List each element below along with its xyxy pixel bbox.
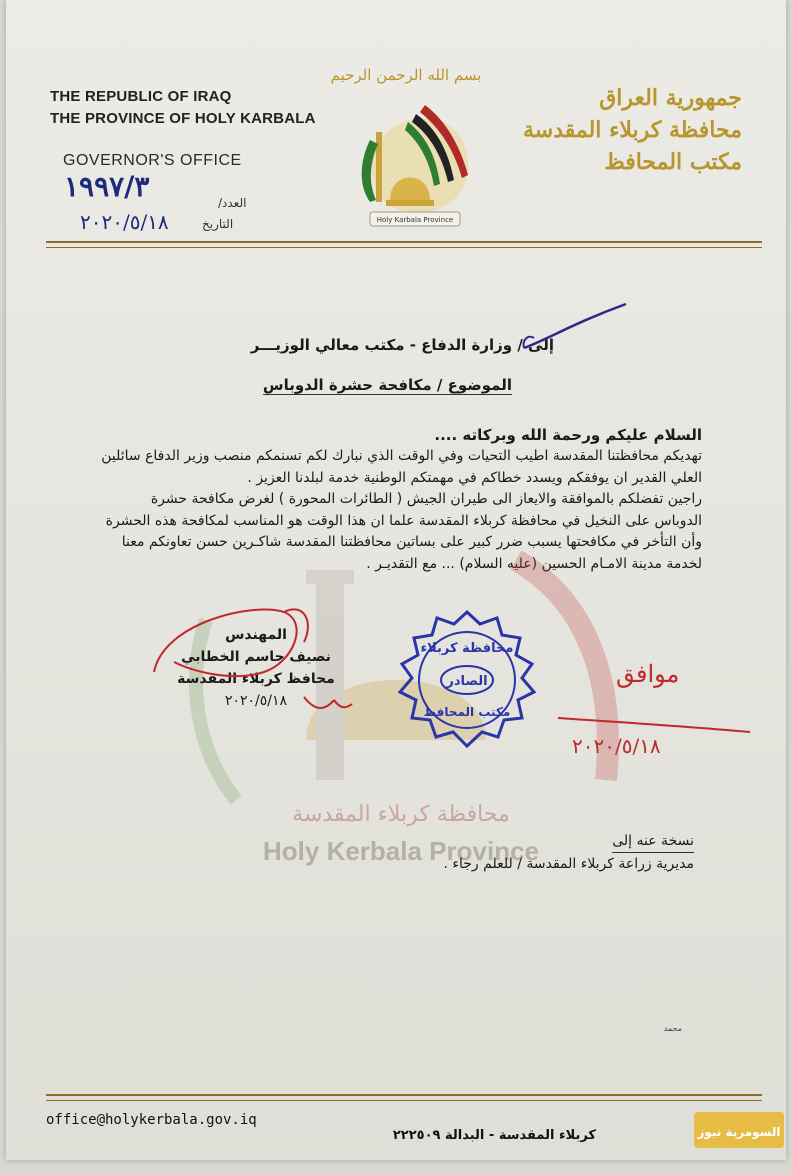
karbala-emblem-logo <box>350 100 480 240</box>
governor-office-label: GOVERNOR'S OFFICE <box>63 152 242 169</box>
arabic-header <box>522 82 742 178</box>
handwritten-date: ٢٠٢٠/٥/١٨ <box>80 210 169 234</box>
sig-name: نصيف جاسم الخطابي <box>181 649 331 665</box>
recipient-line: إلى / وزارة الدفاع - مكتب معالي الوزيـــر <box>250 336 554 354</box>
en-republic: THE REPUBLIC OF IRAQ <box>50 88 232 105</box>
office-stamp <box>392 608 542 758</box>
footer-email: office@holykerbala.gov.iq <box>46 1112 257 1128</box>
approval-date: ٢٠٢٠/٥/١٨ <box>572 734 661 758</box>
footer-rule <box>46 1094 762 1096</box>
body-line: وأن التأخر في مكافحتها يسبب ضرر كبير على بساتين محافظتنا المقدسة شاكـرين حسن تعاونكم معنا <box>121 534 702 550</box>
footer-rule-thin <box>46 1100 762 1101</box>
stamp-center-text: الصادر <box>446 674 488 689</box>
body-line: الدوباس على النخيل في محافظة كربلاء المقدسة علما ان هذا الوقت هو المناسب لمكافحة هذه الحشرة <box>105 512 702 529</box>
copy-to-block <box>444 830 694 875</box>
ar-office: مكتب المحافظ <box>604 149 742 175</box>
header-rule-thin <box>46 247 762 248</box>
body-line: العلي القدير ان يوفقكم ويسدد خطاكم في مهمتكم الوطنية خدمة لبلدنا العزيز . <box>247 469 702 486</box>
copy-to-label: نسخة عنه إلى <box>612 830 694 853</box>
date-label: التاريخ <box>202 217 234 231</box>
stamp-bottom-text: مكتب المحافظ <box>423 705 511 719</box>
subject-line: الموضوع / مكافحة حشرة الدوباس <box>262 376 512 394</box>
news-logo-text: السومرية نيوز <box>697 1125 781 1139</box>
news-watermark-logo <box>692 1104 786 1152</box>
english-header <box>50 86 316 130</box>
stamp-top-text: محافظة كربلاء <box>420 641 514 656</box>
letter-page <box>6 0 786 1160</box>
body-line: راجين تفضلكم بالموافقة والايعاز الى طيران الجيش ( الطائرات المحورة ) لغرض مكافحة حشرة <box>150 491 702 507</box>
handwritten-number: ١٩٩٧/٣ <box>64 170 150 203</box>
handwritten-signature <box>134 592 374 732</box>
ar-republic: جمهورية العراق <box>599 85 742 111</box>
copy-to-item: مديرية زراعة كربلاء المقدسة / للعلم رجاء . <box>443 856 694 872</box>
small-note: محمد <box>663 1024 682 1033</box>
footer-address: كربلاء المقدسة - البدالة ٢٢٢٥٠٩ <box>392 1128 596 1143</box>
ar-province: محافظة كربلاء المقدسة <box>522 117 742 143</box>
number-label: العدد/ <box>218 196 247 210</box>
sig-title: المهندس <box>225 627 287 643</box>
body-line: لخدمة مدينة الامـام الحسين (عليه السلام) ... مع التقديـر . <box>366 555 702 572</box>
basmala: بسم الله الرحمن الرحيم <box>330 66 482 84</box>
header-rule <box>46 241 762 243</box>
watermark-english: Holy Kerbala Province <box>263 836 539 866</box>
body-line: تهديكم محافظتنا المقدسة اطيب التحيات وفي الوقت الذي نبارك لكم تسنمكم منصب وزير الدفاع سائلين <box>101 448 702 464</box>
greeting: السلام عليكم ورحمة الله وبركاته .... <box>434 426 702 444</box>
en-province: THE PROVINCE OF HOLY KARBALA <box>50 110 316 127</box>
approval-word: موافق <box>616 660 680 688</box>
logo-caption: Holy Karbala Province <box>376 216 454 224</box>
recipient-pen-stroke <box>516 300 636 360</box>
sig-position: محافظ كربلاء المقدسة <box>177 671 335 687</box>
watermark-arabic: محافظة كربلاء المقدسة <box>292 802 510 827</box>
sig-date: ٢٠٢٠/٥/١٨ <box>224 693 288 709</box>
